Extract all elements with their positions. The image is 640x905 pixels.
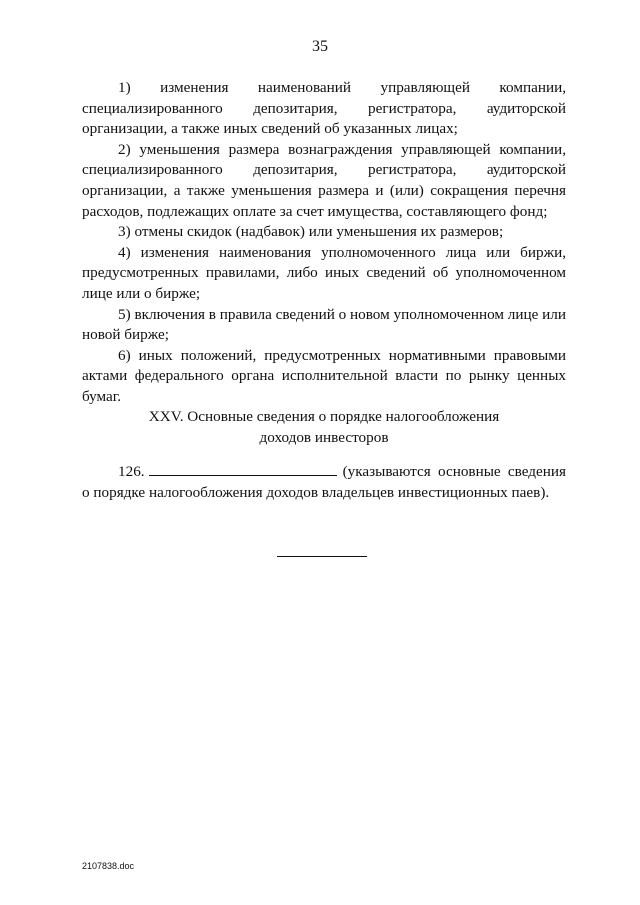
footer-filename: 2107838.doc	[82, 861, 135, 871]
document-body	[82, 78, 566, 408]
list-item-2: 2) уменьшения размера вознаграждения управляющей компании, специализированного депозитария, регистратора, аудиторской организации, а также уменьшения размера и (или) сокращения перечня расходов, подлежащих оплате за счет имущества, составляющего фонд;	[82, 140, 566, 220]
section-heading-line-2: доходов инвесторов	[259, 428, 389, 446]
item-126	[82, 462, 566, 503]
fill-in-blank-line	[149, 463, 337, 476]
list-item-6: 6) иных положений, предусмотренных нормативными правовыми актами федерального органа исполнительной власти по рынку ценных бумаг.	[82, 346, 566, 405]
section-heading	[82, 407, 566, 448]
list-item-4: 4) изменения наименования уполномоченного лица или биржи, предусмотренных правилами, либо иных сведений об уполномоченном лице или о бирже;	[82, 243, 566, 302]
page-number: 35	[312, 38, 328, 55]
list-item-3: 3) отмены скидок (надбавок) или уменьшения их размеров;	[118, 223, 504, 241]
list-item-5: 5) включения в правила сведений о новом уполномоченном лице или новой бирже;	[82, 305, 566, 344]
section-heading-line-1: XXV. Основные сведения о порядке налогообложения	[148, 408, 500, 425]
list-item-1: 1) изменения наименований управляющей компании, специализированного депозитария, регистратора, аудиторской организации, а также иных сведений об указанных лицах;	[82, 79, 566, 138]
end-of-text-rule	[277, 556, 367, 557]
item-126-number: 126.	[118, 463, 145, 480]
item-126-text: (указываются основные сведения о порядке налогообложения доходов владельцев инвестиционных паев).	[82, 463, 566, 501]
